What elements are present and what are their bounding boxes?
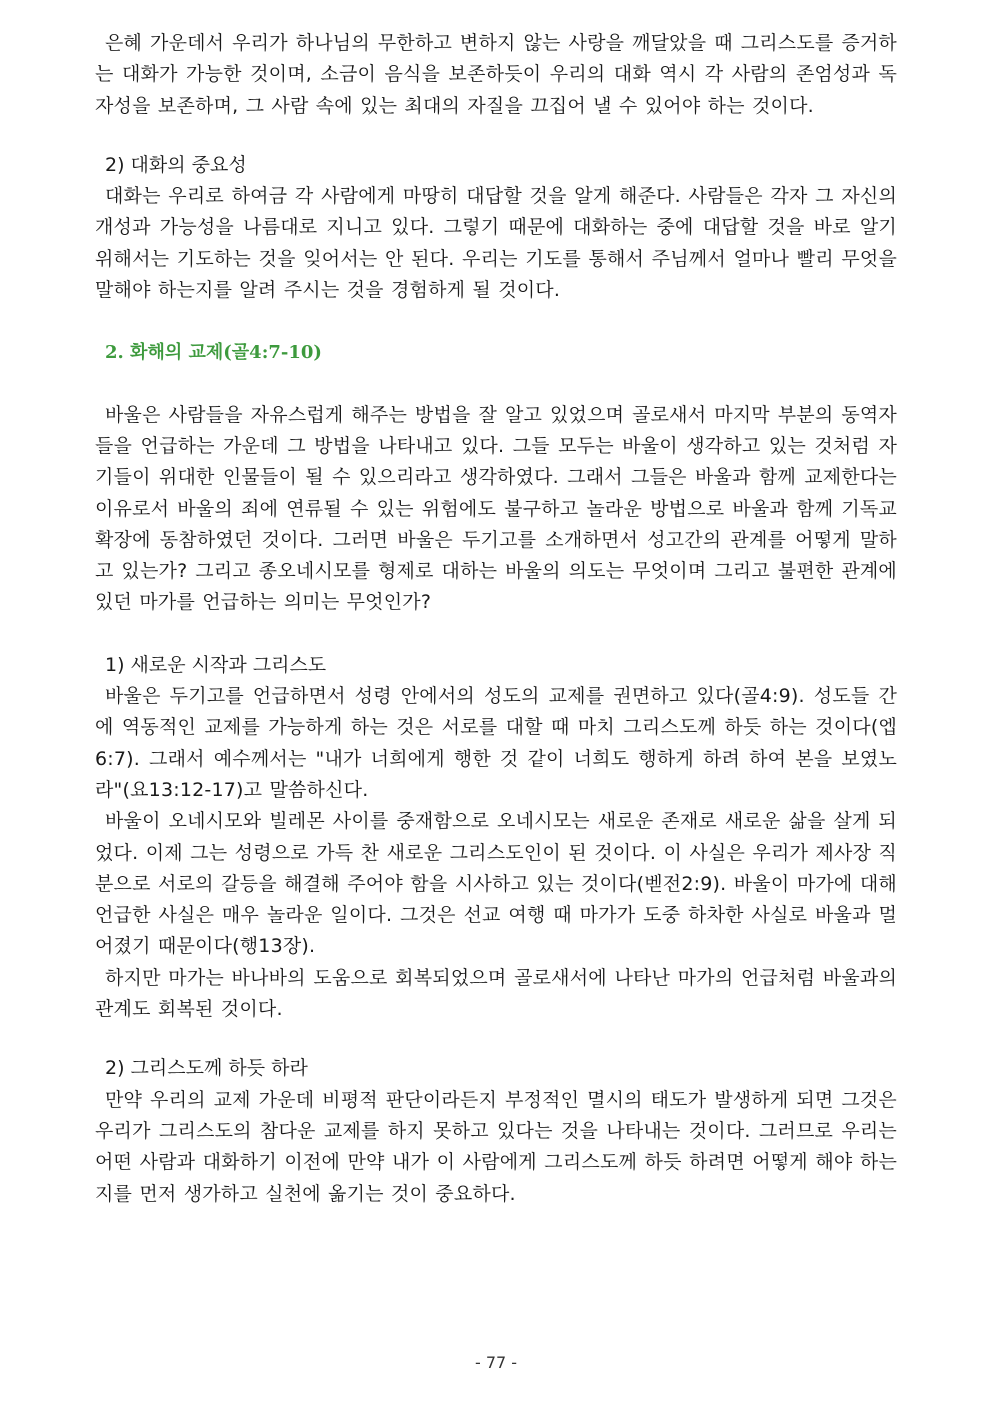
section-title-reconciliation: 2. 화해의 교제(골4:7-10)	[105, 342, 322, 364]
spacer	[95, 369, 897, 400]
section2-paragraph: 바울은 사람들을 자유스럽게 해주는 방법을 잘 알고 있었으며 골로새서 마지막 부분의 동역자들을 언급하는 가운데 그 방법을 나타내고 있다. 그들 모두는 바울이 생각하고 있는 것처럼 자기들이 위대한 인물들이 될 수 있으리라고 생각하였다. 그래서 그들은 바울과 함께 교제한다는 이유로서 바울의 죄에 연류될 수 있는 위험에도 불구하고 놀라운 방법으로 바울과 함께 기독교 확장에 동참하였던 것이다. 그러면 바울은 두기고를 소개하면서 성고간의 관계를 어떻게 말하고 있는가? 그리고 종오네시모를 형제로 대하는 바울의 의도는 무엇이며 그리고 불편한 관계에 있던 마가를 언급하는 의미는 무엇인가?	[95, 403, 897, 614]
new-start-paragraph-3: 하지만 마가는 바나바의 도움으로 회복되었으며 골로새서에 나타난 마가의 언급처럼 바울과의 관계도 회복된 것이다.	[95, 966, 897, 1021]
page-number: - 77 -	[474, 1353, 518, 1372]
page-body	[95, 28, 897, 1210]
subheading-as-to-christ: 2) 그리스도께 하듯 하라	[105, 1057, 308, 1080]
spacer	[95, 306, 897, 337]
intro-paragraph: 은혜 가운데서 우리가 하나님의 무한하고 변하지 않는 사랑을 깨달았을 때 그리스도를 증거하는 대화가 가능한 것이며, 소금이 음식을 보존하듯이 우리의 대화 역시 각 사람의 존엄성과 독자성을 보존하며, 그 사람 속에 있는 최대의 자질을 끄집어 낼 수 있어야 하는 것이다.	[95, 32, 897, 117]
spacer	[95, 619, 897, 650]
spacer	[95, 122, 897, 150]
new-start-paragraph-2: 바울이 오네시모와 빌레몬 사이를 중재함으로 오네시모는 새로운 존재로 새로운 삶을 살게 되었다. 이제 그는 성령으로 가득 찬 새로운 그리스도인이 된 것이다. 이 사실은 우리가 제사장 직분으로 서로의 갈등을 해결해 주어야 함을 시사하고 있는 것이다(벧전2:9). 바울이 마가에 대해 언급한 사실은 매우 놀라운 일이다. 그것은 선교 여행 때 마가가 도중 하차한 사실로 바울과 멀어졌기 때문이다(행13장).	[95, 810, 897, 958]
spacer	[95, 1025, 897, 1053]
as-to-christ-paragraph: 만약 우리의 교제 가운데 비평적 판단이라든지 부정적인 멸시의 태도가 발생하게 되면 그것은 우리가 그리스도의 참다운 교제를 하지 못하고 있다는 것을 나타내는 것이다. 그러므로 우리는 어떤 사람과 대화하기 이전에 만약 내가 이 사람에게 그리스도께 하듯 하려면 어떻게 해야 하는지를 먼저 생가하고 실천에 옮기는 것이 중요하다.	[95, 1088, 897, 1205]
subheading-new-start: 1) 새로운 시작과 그리스도	[105, 653, 327, 676]
new-start-paragraph-1: 바울은 두기고를 언급하면서 성령 안에서의 성도의 교제를 권면하고 있다(골4:9). 성도들 간에 역동적인 교제를 가능하게 하는 것은 서로를 대할 때 마치 그리스도께 하듯 하는 것이다(엡6:7). 그래서 예수께서는 "내가 너희에게 행한 것 같이 너희도 행하게 하려 하여 본을 보였노라"(요13:12-17)고 말씀하신다.	[95, 685, 897, 801]
subheading-importance: 2) 대화의 중요성	[105, 153, 247, 176]
importance-paragraph: 대화는 우리로 하여금 각 사람에게 마땅히 대답할 것을 알게 해준다. 사람들은 각자 그 자신의 개성과 가능성을 나름대로 지니고 있다. 그렇기 때문에 대화하는 중에 대답할 것을 바로 알기 위해서는 기도하는 것을 잊어서는 안 된다. 우리는 기도를 통해서 주님께서 얼마나 빨리 무엇을 말해야 하는지를 알려 주시는 것을 경험하게 될 것이다.	[95, 185, 897, 302]
